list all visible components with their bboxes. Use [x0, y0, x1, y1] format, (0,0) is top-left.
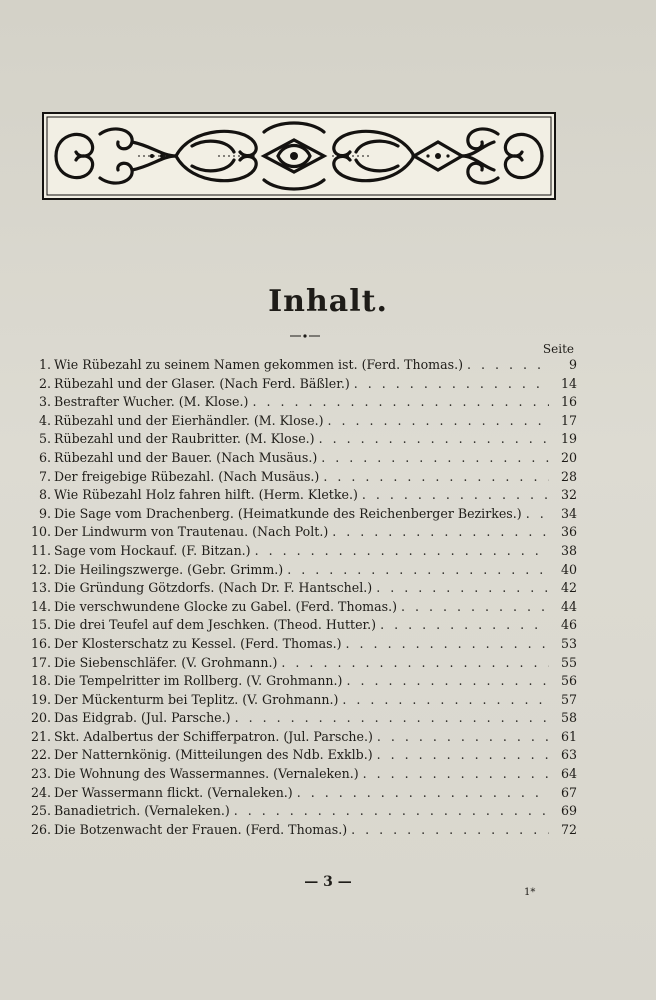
toc-entry-title: Der Klosterschatz zu Kessel. (Ferd. Thomas.)	[54, 635, 342, 651]
toc-entry-title: Rübezahl und der Raubritter. (M. Klose.)	[54, 431, 315, 447]
toc-entry	[22, 487, 577, 506]
toc-entry-page: 16	[560, 394, 577, 410]
toc-leader-dots	[363, 766, 549, 781]
toc-entry	[22, 822, 577, 841]
ornamental-header-band	[42, 112, 556, 200]
toc-entry	[22, 469, 577, 488]
toc-entry-title: Der freigebige Rübezahl. (Nach Musäus.)	[54, 468, 320, 484]
toc-entry-page: 38	[560, 542, 577, 558]
toc-entry-title: Die verschwundene Glocke zu Gabel. (Ferd. Thomas.)	[54, 598, 397, 614]
toc-leader-dots	[323, 469, 549, 484]
toc-entry	[22, 617, 577, 636]
toc-entry-title: Wie Rübezahl zu seinem Namen gekommen ist. (Ferd. Thomas.)	[54, 357, 464, 372]
toc-entry-title: Die Gründung Götzdorfs. (Nach Dr. F. Hantschel.)	[54, 580, 373, 596]
toc-entry	[22, 524, 577, 543]
toc-entry-page: 63	[560, 747, 577, 763]
toc-entry	[22, 673, 577, 692]
toc-leader-dots	[321, 450, 549, 465]
toc-leader-dots	[380, 617, 549, 632]
toc-entry-page: 53	[560, 635, 577, 651]
toc-leader-dots	[234, 803, 549, 818]
toc-leader-dots	[467, 357, 549, 372]
toc-entry-number: 4.	[38, 412, 51, 428]
toc-entry	[22, 747, 577, 766]
toc-entry-number: 19.	[30, 691, 51, 707]
toc-leader-dots	[346, 673, 549, 688]
toc-entry-page: 34	[560, 505, 577, 521]
toc-entry-number: 11.	[30, 542, 51, 558]
toc-entry-page: 28	[560, 468, 577, 484]
toc-leader-dots	[526, 506, 549, 521]
toc-entry	[22, 431, 577, 450]
toc-entry-title: Rübezahl und der Bauer. (Nach Musäus.)	[54, 449, 318, 465]
toc-entry-page: 20	[560, 449, 577, 465]
toc-entry-page: 9	[568, 357, 577, 372]
toc-leader-dots	[297, 785, 549, 800]
toc-entry-number: 15.	[30, 617, 51, 633]
toc-entry-page: 40	[560, 561, 577, 577]
toc-leader-dots	[332, 524, 549, 539]
toc-entry	[22, 413, 577, 432]
toc-entry-number: 2.	[38, 375, 51, 391]
toc-leader-dots	[401, 599, 549, 614]
toc-entry-number: 20.	[30, 710, 51, 726]
toc-entry-page: 72	[560, 821, 577, 837]
page-column-label: Seite	[542, 342, 574, 356]
toc-entry-number: 7.	[38, 468, 51, 484]
page-number: — 3 —	[304, 874, 352, 890]
toc-entry-number: 24.	[30, 784, 51, 800]
toc-entry-page: 46	[560, 617, 577, 633]
toc-entry-page: 55	[560, 654, 577, 670]
toc-entry-title: Bestrafter Wucher. (M. Klose.)	[54, 394, 249, 410]
toc-entry	[22, 785, 577, 804]
toc-entry-title: Der Mückenturm bei Teplitz. (V. Grohmann.)	[54, 691, 339, 707]
toc-entry-title: Die Siebenschläfer. (V. Grohmann.)	[54, 654, 278, 670]
toc-entry-title: Rübezahl und der Eierhändler. (M. Klose.)	[54, 412, 324, 428]
toc-entry-title: Banadietrich. (Vernaleken.)	[54, 803, 230, 819]
toc-leader-dots	[328, 413, 550, 428]
toc-entry-title: Die drei Teufel auf dem Jeschken. (Theod. Hutter.)	[54, 617, 377, 633]
toc-entry-number: 21.	[30, 728, 51, 744]
toc-leader-dots	[376, 580, 549, 595]
toc-entry-number: 14.	[30, 598, 51, 614]
toc-entry-title: Der Lindwurm von Trautenau. (Nach Polt.)	[54, 524, 329, 540]
toc-entry-title: Die Sage vom Drachenberg. (Heimatkunde des Reichenberger Bezirkes.)	[54, 505, 522, 521]
toc-entry	[22, 599, 577, 618]
toc-leader-dots	[235, 710, 549, 725]
toc-entry-title: Sage vom Hockauf. (F. Bitzan.)	[54, 542, 251, 558]
toc-entry-page: 69	[560, 803, 577, 819]
toc-entry-title: Der Natternkönig. (Mitteilungen des Ndb. Exklb.)	[54, 747, 373, 763]
toc-entry	[22, 394, 577, 413]
toc-entry-title: Die Tempelritter im Rollberg. (V. Grohmann.)	[54, 673, 343, 689]
toc-entry-title: Rübezahl und der Glaser. (Nach Ferd. Bäßler.)	[54, 375, 350, 391]
toc-entry-page: 42	[560, 580, 577, 596]
toc-entry	[22, 562, 577, 581]
toc-leader-dots	[362, 487, 549, 502]
toc-entry-number: 23.	[30, 766, 51, 782]
page-title: Inhalt.	[268, 284, 388, 319]
toc-entry	[22, 803, 577, 822]
toc-leader-dots	[287, 562, 549, 577]
toc-entry-title: Die Wohnung des Wassermannes. (Vernaleken.)	[54, 766, 359, 782]
toc-entry	[22, 543, 577, 562]
toc-entry-number: 13.	[30, 580, 51, 596]
toc-entry-number: 18.	[30, 673, 51, 689]
toc-entry-number: 12.	[30, 561, 51, 577]
toc-entry-page: 44	[560, 598, 577, 614]
toc-leader-dots	[377, 729, 549, 744]
toc-entry-number: 3.	[38, 394, 51, 410]
toc-entry-page: 64	[560, 766, 577, 782]
toc-entry	[22, 692, 577, 711]
toc-entry-page: 67	[560, 784, 577, 800]
title-divider-icon	[290, 333, 320, 339]
toc-entry-title: Skt. Adalbertus der Schifferpatron. (Jul. Parsche.)	[54, 728, 373, 744]
toc-entry-number: 25.	[30, 803, 51, 819]
toc-entry	[22, 376, 577, 395]
toc-leader-dots	[255, 543, 549, 558]
toc-entry	[22, 729, 577, 748]
toc-leader-dots	[281, 655, 549, 670]
toc-leader-dots	[252, 394, 549, 409]
toc-entry-number: 16.	[30, 635, 51, 651]
toc-entry-page: 56	[560, 673, 577, 689]
toc-leader-dots	[377, 747, 549, 762]
toc-entry	[22, 506, 577, 525]
toc-entry-number: 8.	[38, 487, 51, 503]
toc-leader-dots	[346, 636, 549, 651]
toc-entry-title: Die Heilingszwerge. (Gebr. Grimm.)	[54, 561, 284, 577]
toc-entry	[22, 766, 577, 785]
toc-entry	[22, 710, 577, 729]
toc-entry-title: Der Wassermann flickt. (Vernaleken.)	[54, 784, 293, 800]
toc-entry-number: 10.	[30, 524, 51, 540]
toc-entry-number: 17.	[30, 654, 51, 670]
toc-entry-page: 58	[560, 710, 577, 726]
toc-entry-page: 17	[560, 412, 577, 428]
toc-entry-number: 6.	[38, 449, 51, 465]
toc-entry-number: 22.	[30, 747, 51, 763]
toc-entry	[22, 580, 577, 599]
toc-entry-page: 61	[560, 728, 577, 744]
toc-entry-title: Die Botzenwacht der Frauen. (Ferd. Thomas.)	[54, 821, 348, 837]
toc-leader-dots	[319, 431, 549, 446]
toc-entry-number: 26.	[30, 821, 51, 837]
toc-leader-dots	[342, 692, 549, 707]
toc-entry-number: 5.	[38, 431, 51, 447]
toc-entry-title: Das Eidgrab. (Jul. Parsche.)	[54, 710, 231, 726]
toc-entry-page: 36	[560, 524, 577, 540]
toc-entry-page: 32	[560, 487, 577, 503]
toc-entry	[22, 655, 577, 674]
toc-entry-page: 57	[560, 691, 577, 707]
toc-leader-dots	[351, 822, 549, 837]
toc-entry	[22, 450, 577, 469]
toc-leader-dots	[354, 376, 549, 391]
toc-entry	[22, 357, 577, 376]
scrollwork-ornament-icon	[42, 112, 556, 200]
toc-entry	[22, 636, 577, 655]
toc-entry-number: 9.	[38, 505, 51, 521]
toc-entry-title: Wie Rübezahl Holz fahren hilft. (Herm. Kletke.)	[54, 487, 358, 503]
toc-entry-page: 14	[560, 375, 577, 391]
toc-entry-number: 1.	[38, 357, 51, 372]
signature-mark: 1*	[524, 887, 536, 898]
toc-entry-page: 19	[560, 431, 577, 447]
table-of-contents	[22, 357, 577, 840]
